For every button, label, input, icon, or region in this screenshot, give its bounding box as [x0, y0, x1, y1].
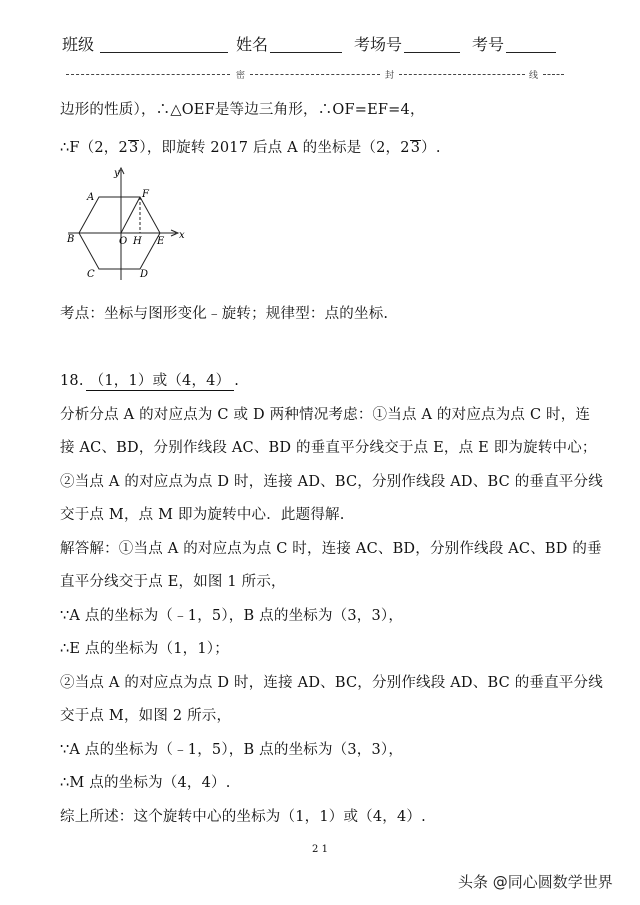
seal-dash: [543, 74, 564, 75]
class-blank: [100, 36, 228, 53]
class-label: 班级: [62, 35, 95, 54]
q18-line-8: ∴E 点的坐标为（1，1）；: [60, 641, 229, 657]
q18-line-2: 接 AC、BD，分别作线段 AC、BD 的垂直平分线交于点 E，点 E 即为旋转中心；: [60, 440, 597, 456]
label-f: F: [142, 189, 149, 200]
label-e: E: [157, 236, 165, 247]
sqrt-3: 3: [128, 140, 139, 156]
q18-line-11: ∵A 点的坐标为（﹣1，5），B 点的坐标为（3，3），: [60, 742, 404, 758]
label-o: O: [119, 236, 128, 247]
q18-line-1: 分析分点 A 的对应点为 C 或 D 两种情况考虑：①当点 A 的对应点为点 C 时，连: [60, 407, 591, 423]
seal-dash: [66, 74, 230, 75]
seal-char-feng: 封: [385, 71, 395, 81]
name-label: 姓名: [236, 35, 269, 54]
prev-line-2: ∴F（2，23），即旋转 2017 后点 A 的坐标是（2，23）.: [60, 140, 441, 156]
page-number: 2 1: [312, 844, 328, 855]
label-y: y: [114, 168, 120, 179]
q18-line-4: 交于点 M，点 M 即为旋转中心．此题得解.: [60, 507, 345, 523]
seal-char-xian: 线: [529, 71, 539, 81]
sqrt-3: 3: [410, 140, 421, 156]
name-blank: [270, 36, 342, 53]
label-d: D: [140, 269, 149, 280]
exam-header: [62, 32, 582, 55]
q18-line-5: 解答解：①当点 A 的对应点为点 C 时，连接 AC、BD，分别作线段 AC、BD 的垂: [60, 541, 602, 557]
q18-answer: （1，1）或（4，4）: [86, 369, 235, 391]
watermark: 头条 @同心圆数学世界: [458, 873, 613, 891]
segment-of: [121, 197, 140, 233]
hexagon-figure: [58, 160, 198, 288]
number-label: 考号: [472, 35, 505, 54]
q18-line-6: 直平分线交于点 E，如图 1 所示，: [60, 574, 286, 590]
seal-dash: [250, 74, 380, 75]
prev-line-1: 边形的性质），∴△OEF是等边三角形，∴OF=EF=4，: [60, 102, 425, 118]
label-a: A: [87, 192, 95, 203]
kaodian-line: 考点：坐标与图形变化﹣旋转；规律型：点的坐标.: [60, 306, 389, 322]
q18-line-10: 交于点 M，如图 2 所示，: [60, 708, 232, 724]
q18-line-9: ②当点 A 的对应点为点 D 时，连接 AD、BC，分别作线段 AD、BC 的垂直平分线: [60, 675, 603, 691]
q18-line-3: ②当点 A 的对应点为点 D 时，连接 AD、BC，分别作线段 AD、BC 的垂直平分线: [60, 474, 603, 490]
room-blank: [404, 36, 460, 53]
label-c: C: [87, 269, 95, 280]
seal-dash: [399, 74, 525, 75]
seal-line: [66, 68, 564, 82]
number-blank: [506, 36, 556, 53]
label-h: H: [133, 236, 142, 247]
room-label: 考场号: [354, 35, 403, 54]
q18-line-13: 综上所述：这个旋转中心的坐标为（1，1）或（4，4）.: [60, 809, 426, 825]
q18-header: 18. （1，1）或（4，4） .: [60, 369, 239, 391]
label-b: B: [67, 234, 75, 245]
q18-number: 18.: [60, 373, 84, 389]
label-x: x: [179, 230, 185, 241]
seal-char-mi: 密: [236, 71, 246, 81]
q18-line-7: ∵A 点的坐标为（﹣1，5），B 点的坐标为（3，3），: [60, 608, 404, 624]
q18-line-12: ∴M 点的坐标为（4，4）.: [60, 775, 231, 791]
